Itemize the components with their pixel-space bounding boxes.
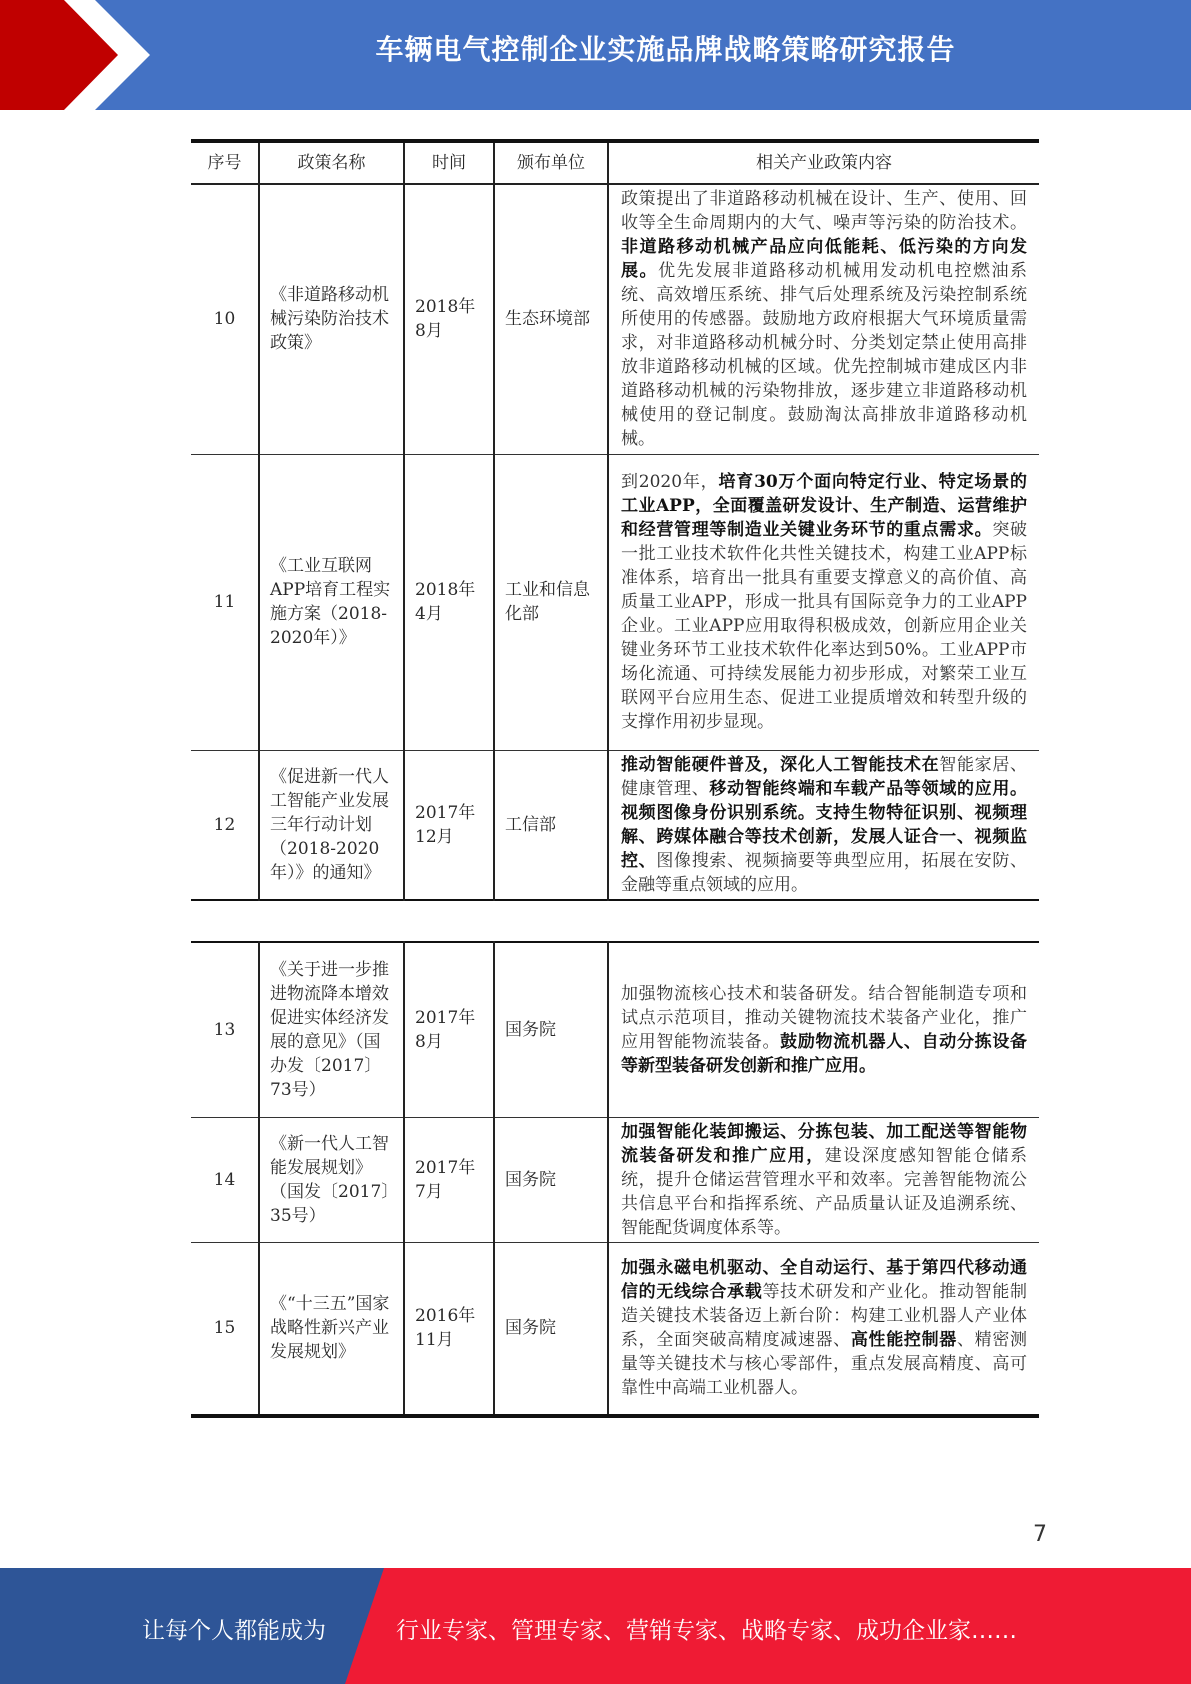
report-title: 车辆电气控制企业实施品牌战略策略研究报告 xyxy=(375,33,956,66)
policy-content: 推动智能硬件普及，深化人工智能技术在智能家居、健康管理、移动智能终端和车载产品等领域的应用。视频图像身份识别系统。支持生物特征识别、视频理解、跨媒体融合等技术创新，发展人证合一、视频监控、图像搜索、视频摘要等典型应用，拓展在安防、金融等重点领域的应用。 xyxy=(608,750,1039,900)
page-number: 7 xyxy=(1033,1522,1047,1547)
table-row xyxy=(191,942,1039,1117)
policy-issuer: 国务院 xyxy=(494,942,608,1117)
policy-content: 加强智能化装卸搬运、分拣包装、加工配送等智能物流装备研发和推广应用，建设深度感知智能仓储系统，提升仓储运营管理水平和效率。完善智能物流公共信息平台和指挥系统、产品质量认证及追溯系统、智能配货调度体系等。 xyxy=(608,1117,1039,1242)
policy-content: 加强物流核心技术和装备研发。结合智能制造专项和试点示范项目，推动关键物流技术装备产业化，推广应用智能物流装备。鼓励物流机器人、自动分拣设备等新型装备研发创新和推广应用。 xyxy=(608,942,1039,1117)
policy-content: 到2020年，培育30万个面向特定行业、特定场景的工业APP，全面覆盖研发设计、生产制造、运营维护和经营管理等制造业关键业务环节的重点需求。突破一批工业技术软件化共性关键技术，构建工业APP标准体系，培育出一批具有重要支撑意义的高价值、高质量工业APP，形成一批具有国际竞争力的工业APP企业。工业APP应用取得积极成效，创新应用企业关键业务环节工业技术软件化率达到50%。工业APP市场化流通、可持续发展能力初步形成，对繁荣工业互联网平台应用生态、促进工业提质增效和转型升级的支撑作用初步显现。 xyxy=(608,454,1039,750)
policy-issuer: 工信部 xyxy=(494,750,608,900)
policy-date: 2018年4月 xyxy=(404,454,494,750)
table-row xyxy=(191,1242,1039,1416)
table-row xyxy=(191,184,1039,454)
col-header-no: 序号 xyxy=(191,141,259,184)
policy-name: 《非道路移动机械污染防治技术政策》 xyxy=(259,184,404,454)
policy-content: 政策提出了非道路移动机械在设计、生产、使用、回收等全生命周期内的大气、噪声等污染的防治技术。非道路移动机械产品应向低能耗、低污染的方向发展。优先发展非道路移动机械用发动机电控燃油系统、高效增压系统、排气后处理系统及污染控制系统所使用的传感器。鼓励地方政府根据大气环境质量需求，对非道路移动机械分时、分类划定禁止使用高排放非道路移动机械的区域。优先控制城市建成区内非道路移动机械的污染物排放，逐步建立非道路移动机械使用的登记制度。鼓励淘汰高排放非道路移动机械。 xyxy=(608,184,1039,454)
policy-issuer: 国务院 xyxy=(494,1242,608,1416)
policy-table-part-1 xyxy=(191,139,1039,901)
table-row xyxy=(191,1117,1039,1242)
policy-content: 加强永磁电机驱动、全自动运行、基于第四代移动通信的无线综合承载等技术研发和产业化。推动智能制造关键技术装备迈上新台阶：构建工业机器人产业体系，全面突破高精度减速器、高性能控制器、精密测量等关键技术与核心零部件，重点发展高精度、高可靠性中高端工业机器人。 xyxy=(608,1242,1039,1416)
table-header-row xyxy=(191,141,1039,184)
col-header-issuer: 颁布单位 xyxy=(494,141,608,184)
footer-slogan-left: 让每个人都能成为 xyxy=(142,1618,326,1644)
policy-name: 《关于进一步推进物流降本增效促进实体经济发展的意见》（国办发〔2017〕73号） xyxy=(259,942,404,1117)
policy-date: 2016年11月 xyxy=(404,1242,494,1416)
policy-issuer: 国务院 xyxy=(494,1117,608,1242)
col-header-name: 政策名称 xyxy=(259,141,404,184)
row-no: 11 xyxy=(191,454,259,750)
policy-name: 《“十三五”国家战略性新兴产业发展规划》 xyxy=(259,1242,404,1416)
policy-date: 2018年8月 xyxy=(404,184,494,454)
row-no: 15 xyxy=(191,1242,259,1416)
footer-slogan-right: 行业专家、管理专家、营销专家、战略专家、成功企业家…… xyxy=(396,1618,1017,1644)
policy-table-part-2 xyxy=(191,941,1039,1418)
policy-date: 2017年8月 xyxy=(404,942,494,1117)
col-header-content: 相关产业政策内容 xyxy=(608,141,1039,184)
table-row xyxy=(191,750,1039,900)
policy-issuer: 工业和信息化部 xyxy=(494,454,608,750)
col-header-date: 时间 xyxy=(404,141,494,184)
row-no: 12 xyxy=(191,750,259,900)
policy-name: 《促进新一代人工智能产业发展三年行动计划（2018-2020年）》的通知》 xyxy=(259,750,404,900)
policy-name: 《工业互联网APP培育工程实施方案（2018-2020年）》 xyxy=(259,454,404,750)
row-no: 13 xyxy=(191,942,259,1117)
header-chevron-icon xyxy=(0,0,150,110)
policy-date: 2017年7月 xyxy=(404,1117,494,1242)
policy-issuer: 生态环境部 xyxy=(494,184,608,454)
row-no: 10 xyxy=(191,184,259,454)
table-row xyxy=(191,454,1039,750)
row-no: 14 xyxy=(191,1117,259,1242)
policy-date: 2017年12月 xyxy=(404,750,494,900)
policy-name: 《新一代人工智能发展规划》（国发〔2017〕35号） xyxy=(259,1117,404,1242)
